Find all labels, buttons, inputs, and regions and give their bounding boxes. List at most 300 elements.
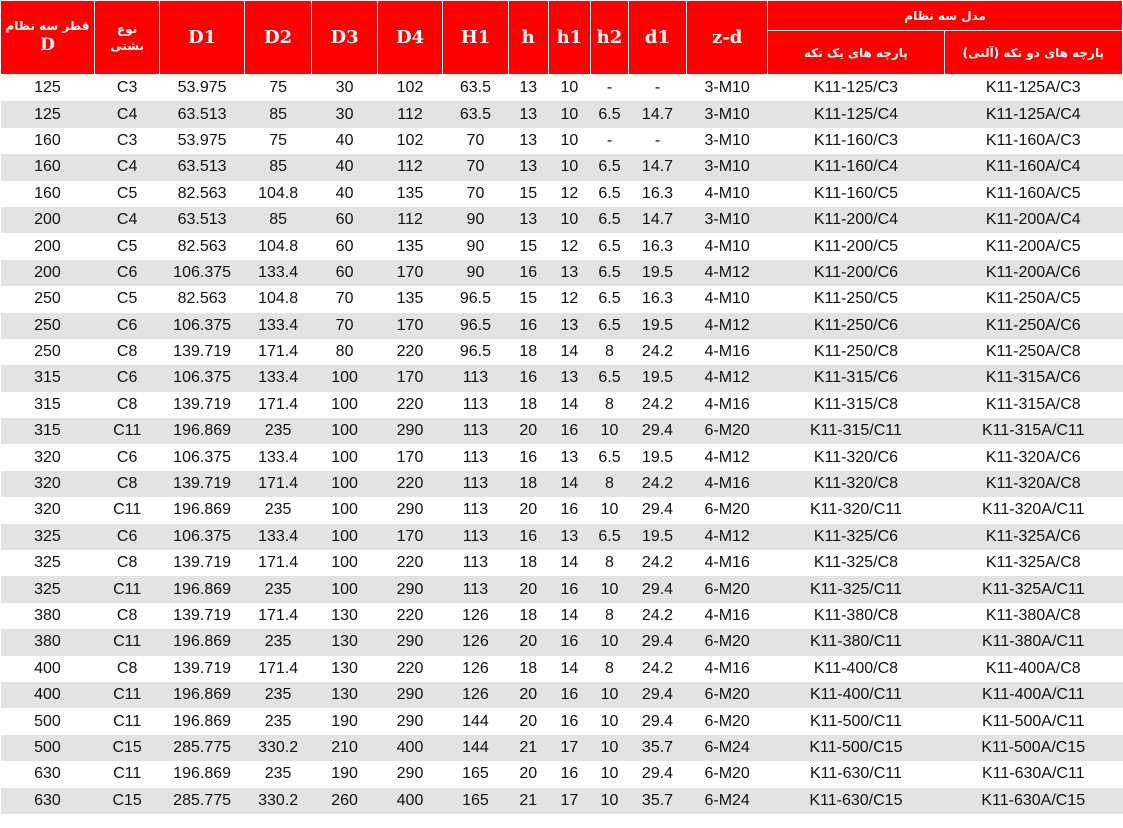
header-col-zd: z-d xyxy=(687,1,768,75)
table-row xyxy=(1,101,1123,127)
cell-h: 20 xyxy=(508,629,548,655)
cell-h1: 113 xyxy=(443,497,508,523)
cell-h1: 70 xyxy=(443,154,508,180)
cell-h: 18 xyxy=(508,550,548,576)
cell-d2: 133.4 xyxy=(244,313,312,339)
cell-h: 20 xyxy=(508,497,548,523)
cell-z-d: 4-M10 xyxy=(687,181,768,207)
table-row xyxy=(1,260,1123,286)
cell-d1: 196.869 xyxy=(160,418,244,444)
cell-d3: 60 xyxy=(312,233,377,259)
cell-d1-small: 14.7 xyxy=(628,101,686,127)
cell-model-one-piece: K11-500/C11 xyxy=(768,708,944,734)
cell-h: 13 xyxy=(508,207,548,233)
cell-back-type: C11 xyxy=(94,708,159,734)
cell-h2: 6.5 xyxy=(590,101,628,127)
cell-d2: 235 xyxy=(244,708,312,734)
cell-d4: 112 xyxy=(377,207,442,233)
cell-h2: 10 xyxy=(590,788,628,814)
table-row xyxy=(1,761,1123,787)
cell-diameter: 315 xyxy=(1,365,95,391)
cell-d3: 100 xyxy=(312,471,377,497)
cell-d3: 100 xyxy=(312,418,377,444)
cell-h1: 96.5 xyxy=(443,286,508,312)
cell-z-d: 3-M10 xyxy=(687,101,768,127)
cell-d4: 220 xyxy=(377,339,442,365)
cell-d2: 235 xyxy=(244,418,312,444)
cell-h1: 63.5 xyxy=(443,101,508,127)
cell-d4: 170 xyxy=(377,524,442,550)
cell-d4: 290 xyxy=(377,418,442,444)
table-body xyxy=(1,75,1123,814)
cell-d1: 106.375 xyxy=(160,313,244,339)
cell-d3: 100 xyxy=(312,550,377,576)
header-diameter-fa: قطر سه نظام xyxy=(5,18,90,33)
cell-d4: 290 xyxy=(377,708,442,734)
cell-back-type: C8 xyxy=(94,471,159,497)
cell-model-two-piece: K11-250A/C8 xyxy=(944,339,1122,365)
cell-h1: 96.5 xyxy=(443,313,508,339)
cell-d3: 190 xyxy=(312,708,377,734)
cell-h2: - xyxy=(590,75,628,102)
cell-h1-small: 14 xyxy=(548,471,590,497)
cell-back-type: C8 xyxy=(94,392,159,418)
cell-d1-small: 19.5 xyxy=(628,444,686,470)
cell-back-type: C6 xyxy=(94,524,159,550)
cell-h1-small: 13 xyxy=(548,260,590,286)
cell-z-d: 6-M20 xyxy=(687,629,768,655)
cell-d2: 104.8 xyxy=(244,286,312,312)
cell-z-d: 3-M10 xyxy=(687,207,768,233)
table-row xyxy=(1,286,1123,312)
cell-h1-small: 16 xyxy=(548,708,590,734)
header-type-line2: بشتی xyxy=(110,38,145,53)
cell-d1: 63.513 xyxy=(160,101,244,127)
cell-d3: 260 xyxy=(312,788,377,814)
cell-d4: 220 xyxy=(377,603,442,629)
cell-model-two-piece: K11-200A/C6 xyxy=(944,260,1122,286)
cell-d2: 171.4 xyxy=(244,550,312,576)
cell-d3: 100 xyxy=(312,392,377,418)
cell-d4: 135 xyxy=(377,181,442,207)
cell-d1: 139.719 xyxy=(160,339,244,365)
cell-diameter: 320 xyxy=(1,444,95,470)
cell-d1-small: 29.4 xyxy=(628,497,686,523)
cell-d4: 112 xyxy=(377,101,442,127)
cell-z-d: 6-M24 xyxy=(687,735,768,761)
cell-z-d: 6-M20 xyxy=(687,497,768,523)
cell-h: 16 xyxy=(508,313,548,339)
cell-h2: 10 xyxy=(590,418,628,444)
cell-d1: 63.513 xyxy=(160,207,244,233)
cell-diameter: 500 xyxy=(1,708,95,734)
cell-d1-small: 35.7 xyxy=(628,788,686,814)
header-model-one-piece: پارچه های یک تکه xyxy=(768,31,944,75)
cell-h1-small: 17 xyxy=(548,735,590,761)
cell-h1-small: 13 xyxy=(548,365,590,391)
cell-h2: 6.5 xyxy=(590,207,628,233)
cell-d1: 82.563 xyxy=(160,286,244,312)
cell-d1-small: 29.4 xyxy=(628,629,686,655)
cell-d1-small: 19.5 xyxy=(628,313,686,339)
cell-h2: 10 xyxy=(590,761,628,787)
cell-h: 13 xyxy=(508,128,548,154)
cell-d4: 400 xyxy=(377,788,442,814)
cell-d1: 196.869 xyxy=(160,708,244,734)
cell-h: 15 xyxy=(508,286,548,312)
cell-back-type: C3 xyxy=(94,75,159,102)
cell-back-type: C5 xyxy=(94,286,159,312)
cell-model-one-piece: K11-200/C4 xyxy=(768,207,944,233)
header-diameter-en: D xyxy=(40,35,55,56)
cell-h1: 126 xyxy=(443,603,508,629)
cell-h1: 113 xyxy=(443,365,508,391)
cell-d3: 70 xyxy=(312,286,377,312)
cell-h2: 6.5 xyxy=(590,313,628,339)
cell-h: 18 xyxy=(508,603,548,629)
cell-h2: 8 xyxy=(590,392,628,418)
cell-model-one-piece: K11-500/C15 xyxy=(768,735,944,761)
cell-h1: 113 xyxy=(443,418,508,444)
cell-model-two-piece: K11-315A/C8 xyxy=(944,392,1122,418)
cell-d1: 82.563 xyxy=(160,181,244,207)
cell-z-d: 3-M10 xyxy=(687,154,768,180)
table-row xyxy=(1,576,1123,602)
cell-back-type: C11 xyxy=(94,418,159,444)
table-row xyxy=(1,418,1123,444)
cell-diameter: 200 xyxy=(1,233,95,259)
cell-d3: 130 xyxy=(312,603,377,629)
cell-model-two-piece: K11-380A/C11 xyxy=(944,629,1122,655)
cell-diameter: 160 xyxy=(1,181,95,207)
cell-diameter: 630 xyxy=(1,788,95,814)
cell-d2: 171.4 xyxy=(244,339,312,365)
cell-d1-small: 24.2 xyxy=(628,550,686,576)
cell-d3: 30 xyxy=(312,101,377,127)
cell-model-one-piece: K11-200/C5 xyxy=(768,233,944,259)
cell-d1: 106.375 xyxy=(160,444,244,470)
cell-d3: 130 xyxy=(312,682,377,708)
table-row xyxy=(1,75,1123,102)
cell-diameter: 320 xyxy=(1,471,95,497)
cell-back-type: C4 xyxy=(94,154,159,180)
cell-diameter: 630 xyxy=(1,761,95,787)
cell-d1: 196.869 xyxy=(160,576,244,602)
cell-diameter: 125 xyxy=(1,75,95,102)
cell-model-two-piece: K11-630A/C15 xyxy=(944,788,1122,814)
table-row xyxy=(1,735,1123,761)
cell-d1-small: 24.2 xyxy=(628,603,686,629)
cell-d4: 220 xyxy=(377,471,442,497)
cell-d2: 133.4 xyxy=(244,260,312,286)
cell-d2: 171.4 xyxy=(244,471,312,497)
cell-back-type: C3 xyxy=(94,128,159,154)
cell-d1: 82.563 xyxy=(160,233,244,259)
cell-model-two-piece: K11-315A/C6 xyxy=(944,365,1122,391)
cell-h1: 144 xyxy=(443,735,508,761)
header-col-d4: D4 xyxy=(377,1,442,75)
cell-h1-small: 13 xyxy=(548,313,590,339)
cell-h1: 113 xyxy=(443,576,508,602)
cell-model-two-piece: K11-380A/C8 xyxy=(944,603,1122,629)
cell-h1-small: 13 xyxy=(548,444,590,470)
cell-d1: 139.719 xyxy=(160,471,244,497)
cell-h1-small: 16 xyxy=(548,497,590,523)
header-col-d3: D3 xyxy=(312,1,377,75)
cell-h2: 6.5 xyxy=(590,524,628,550)
cell-d3: 30 xyxy=(312,75,377,102)
cell-model-one-piece: K11-630/C11 xyxy=(768,761,944,787)
cell-d1-small: 24.2 xyxy=(628,392,686,418)
cell-diameter: 325 xyxy=(1,550,95,576)
cell-model-two-piece: K11-400A/C11 xyxy=(944,682,1122,708)
cell-d4: 135 xyxy=(377,233,442,259)
header-type xyxy=(94,1,159,75)
cell-h: 20 xyxy=(508,576,548,602)
cell-h1-small: 12 xyxy=(548,181,590,207)
cell-z-d: 6-M20 xyxy=(687,708,768,734)
cell-d2: 235 xyxy=(244,576,312,602)
cell-diameter: 500 xyxy=(1,735,95,761)
cell-h1: 90 xyxy=(443,233,508,259)
cell-model-two-piece: K11-200A/C4 xyxy=(944,207,1122,233)
cell-model-one-piece: K11-380/C8 xyxy=(768,603,944,629)
cell-h: 18 xyxy=(508,339,548,365)
table-row xyxy=(1,603,1123,629)
cell-model-two-piece: K11-325A/C11 xyxy=(944,576,1122,602)
cell-d4: 290 xyxy=(377,682,442,708)
cell-diameter: 315 xyxy=(1,392,95,418)
cell-d1: 285.775 xyxy=(160,735,244,761)
cell-h1-small: 14 xyxy=(548,550,590,576)
cell-d3: 130 xyxy=(312,629,377,655)
cell-d1-small: 24.2 xyxy=(628,471,686,497)
cell-h: 21 xyxy=(508,788,548,814)
cell-d4: 400 xyxy=(377,735,442,761)
cell-d4: 170 xyxy=(377,260,442,286)
cell-model-one-piece: K11-250/C8 xyxy=(768,339,944,365)
cell-model-one-piece: K11-125/C3 xyxy=(768,75,944,102)
cell-d1: 139.719 xyxy=(160,392,244,418)
cell-h2: 10 xyxy=(590,629,628,655)
cell-h1: 113 xyxy=(443,392,508,418)
cell-d3: 60 xyxy=(312,260,377,286)
cell-d2: 171.4 xyxy=(244,656,312,682)
cell-d2: 171.4 xyxy=(244,392,312,418)
cell-d1-small: 19.5 xyxy=(628,365,686,391)
cell-d1-small: 29.4 xyxy=(628,418,686,444)
cell-h2: 10 xyxy=(590,682,628,708)
cell-h1: 90 xyxy=(443,207,508,233)
cell-d4: 112 xyxy=(377,154,442,180)
cell-d2: 235 xyxy=(244,761,312,787)
cell-back-type: C6 xyxy=(94,444,159,470)
cell-z-d: 4-M10 xyxy=(687,233,768,259)
cell-d3: 100 xyxy=(312,524,377,550)
cell-h1-small: 16 xyxy=(548,629,590,655)
cell-back-type: C15 xyxy=(94,735,159,761)
cell-z-d: 3-M10 xyxy=(687,75,768,102)
cell-h1-small: 10 xyxy=(548,128,590,154)
cell-d1-small: 19.5 xyxy=(628,260,686,286)
cell-h1-small: 17 xyxy=(548,788,590,814)
cell-h1-small: 10 xyxy=(548,207,590,233)
cell-h2: 8 xyxy=(590,603,628,629)
cell-d1-small: 29.4 xyxy=(628,682,686,708)
cell-z-d: 3-M10 xyxy=(687,128,768,154)
cell-d1-small: 29.4 xyxy=(628,576,686,602)
cell-model-two-piece: K11-500A/C15 xyxy=(944,735,1122,761)
cell-d4: 102 xyxy=(377,75,442,102)
header-model-group: مدل سه نظام xyxy=(768,1,1123,31)
cell-diameter: 200 xyxy=(1,260,95,286)
cell-d3: 190 xyxy=(312,761,377,787)
cell-d1: 196.869 xyxy=(160,682,244,708)
cell-model-two-piece: K11-500A/C11 xyxy=(944,708,1122,734)
cell-h: 20 xyxy=(508,682,548,708)
table-row xyxy=(1,444,1123,470)
cell-h1-small: 12 xyxy=(548,286,590,312)
table-row xyxy=(1,788,1123,814)
cell-d3: 40 xyxy=(312,181,377,207)
cell-d1-small: 19.5 xyxy=(628,524,686,550)
cell-d1: 139.719 xyxy=(160,656,244,682)
cell-h: 18 xyxy=(508,392,548,418)
cell-h1: 144 xyxy=(443,708,508,734)
cell-d3: 210 xyxy=(312,735,377,761)
cell-model-one-piece: K11-160/C3 xyxy=(768,128,944,154)
cell-d2: 235 xyxy=(244,629,312,655)
header-diameter xyxy=(1,1,95,75)
cell-z-d: 6-M20 xyxy=(687,576,768,602)
header-col-d1-small: d1 xyxy=(628,1,686,75)
cell-h1: 96.5 xyxy=(443,339,508,365)
cell-d1-small: 16.3 xyxy=(628,233,686,259)
cell-back-type: C5 xyxy=(94,181,159,207)
cell-h1-small: 14 xyxy=(548,603,590,629)
cell-diameter: 160 xyxy=(1,154,95,180)
table-row xyxy=(1,233,1123,259)
cell-h1: 126 xyxy=(443,656,508,682)
cell-diameter: 325 xyxy=(1,576,95,602)
cell-d1: 196.869 xyxy=(160,497,244,523)
cell-d3: 130 xyxy=(312,656,377,682)
cell-diameter: 200 xyxy=(1,207,95,233)
cell-h2: 8 xyxy=(590,656,628,682)
header-col-d1: D1 xyxy=(160,1,244,75)
cell-d3: 60 xyxy=(312,207,377,233)
cell-d3: 40 xyxy=(312,154,377,180)
cell-back-type: C5 xyxy=(94,233,159,259)
cell-d1-small: 35.7 xyxy=(628,735,686,761)
cell-model-two-piece: K11-160A/C5 xyxy=(944,181,1122,207)
table-row xyxy=(1,497,1123,523)
cell-diameter: 380 xyxy=(1,603,95,629)
cell-back-type: C8 xyxy=(94,656,159,682)
table-row xyxy=(1,128,1123,154)
cell-model-two-piece: K11-320A/C11 xyxy=(944,497,1122,523)
cell-h1: 126 xyxy=(443,682,508,708)
table-row xyxy=(1,524,1123,550)
cell-model-two-piece: K11-200A/C5 xyxy=(944,233,1122,259)
cell-back-type: C15 xyxy=(94,788,159,814)
cell-model-one-piece: K11-250/C5 xyxy=(768,286,944,312)
cell-d4: 290 xyxy=(377,761,442,787)
cell-back-type: C8 xyxy=(94,339,159,365)
cell-h: 16 xyxy=(508,365,548,391)
cell-d2: 85 xyxy=(244,154,312,180)
cell-h: 21 xyxy=(508,735,548,761)
cell-z-d: 4-M16 xyxy=(687,339,768,365)
cell-d2: 75 xyxy=(244,128,312,154)
cell-d1: 196.869 xyxy=(160,629,244,655)
cell-model-two-piece: K11-160A/C3 xyxy=(944,128,1122,154)
cell-d1: 63.513 xyxy=(160,154,244,180)
cell-back-type: C8 xyxy=(94,550,159,576)
cell-h1: 70 xyxy=(443,128,508,154)
cell-h: 20 xyxy=(508,708,548,734)
cell-h: 13 xyxy=(508,154,548,180)
cell-h1-small: 16 xyxy=(548,761,590,787)
cell-h2: 10 xyxy=(590,576,628,602)
cell-h1-small: 14 xyxy=(548,392,590,418)
cell-h2: 10 xyxy=(590,735,628,761)
cell-d4: 220 xyxy=(377,550,442,576)
table-row xyxy=(1,682,1123,708)
cell-h: 13 xyxy=(508,75,548,102)
cell-h: 18 xyxy=(508,471,548,497)
cell-d1: 53.975 xyxy=(160,75,244,102)
cell-model-one-piece: K11-400/C8 xyxy=(768,656,944,682)
cell-d2: 104.8 xyxy=(244,181,312,207)
cell-d2: 85 xyxy=(244,101,312,127)
cell-h1: 165 xyxy=(443,761,508,787)
cell-diameter: 250 xyxy=(1,286,95,312)
header-col-h2: h2 xyxy=(590,1,628,75)
cell-h1-small: 10 xyxy=(548,154,590,180)
cell-z-d: 6-M20 xyxy=(687,682,768,708)
cell-h1: 113 xyxy=(443,524,508,550)
cell-z-d: 4-M16 xyxy=(687,550,768,576)
cell-d1: 139.719 xyxy=(160,603,244,629)
cell-model-two-piece: K11-315A/C11 xyxy=(944,418,1122,444)
cell-model-one-piece: K11-315/C6 xyxy=(768,365,944,391)
cell-model-two-piece: K11-125A/C4 xyxy=(944,101,1122,127)
table-row xyxy=(1,207,1123,233)
cell-d4: 170 xyxy=(377,365,442,391)
header-col-h1: H1 xyxy=(443,1,508,75)
cell-d2: 133.4 xyxy=(244,365,312,391)
cell-h1: 113 xyxy=(443,444,508,470)
cell-h2: 8 xyxy=(590,550,628,576)
cell-h2: 6.5 xyxy=(590,286,628,312)
cell-d1-small: 24.2 xyxy=(628,339,686,365)
cell-d1-small: 29.4 xyxy=(628,708,686,734)
cell-h1-small: 16 xyxy=(548,418,590,444)
header-model-two-piece: پارچه های دو تکه (آلنی) xyxy=(944,31,1122,75)
cell-diameter: 400 xyxy=(1,656,95,682)
cell-model-one-piece: K11-320/C11 xyxy=(768,497,944,523)
cell-h: 20 xyxy=(508,418,548,444)
cell-d2: 171.4 xyxy=(244,603,312,629)
cell-d1-small: 16.3 xyxy=(628,181,686,207)
cell-model-two-piece: K11-320A/C8 xyxy=(944,471,1122,497)
cell-model-one-piece: K11-325/C8 xyxy=(768,550,944,576)
cell-z-d: 4-M16 xyxy=(687,392,768,418)
cell-model-one-piece: K11-320/C8 xyxy=(768,471,944,497)
cell-h2: 6.5 xyxy=(590,154,628,180)
cell-model-one-piece: K11-250/C6 xyxy=(768,313,944,339)
